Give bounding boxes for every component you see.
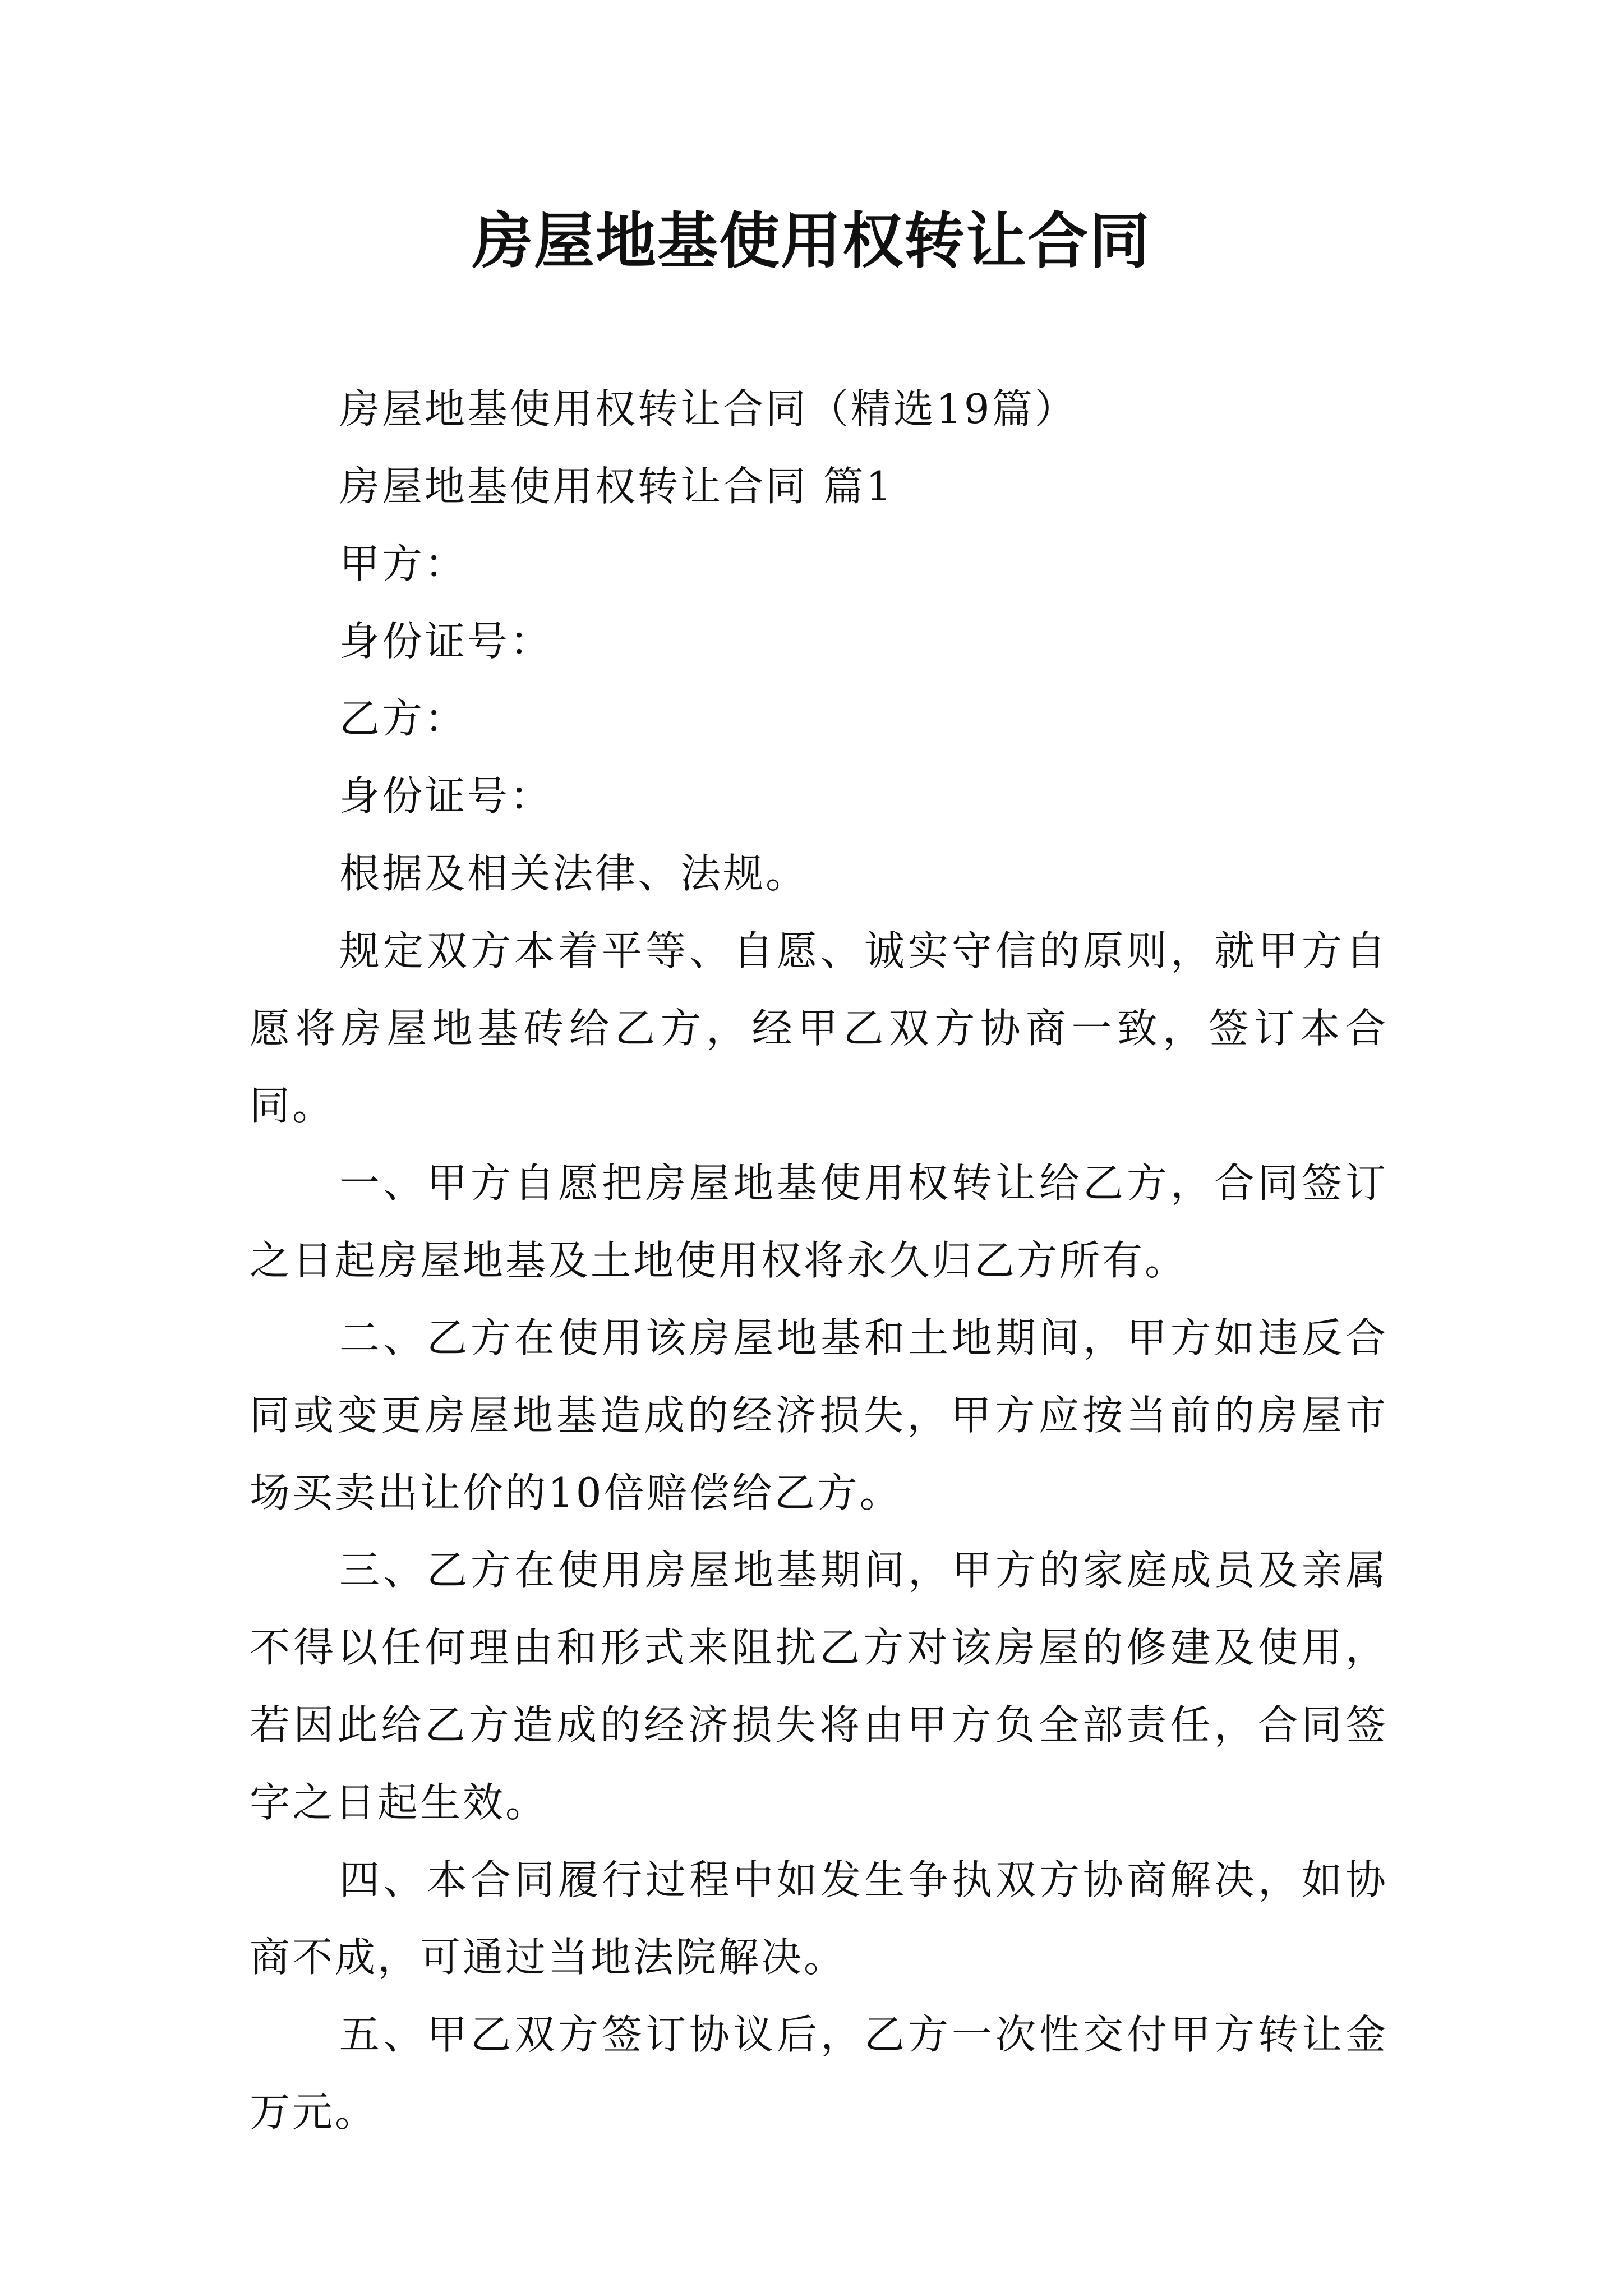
paragraph-party-a: 甲方： [339, 540, 468, 587]
document-body [250, 370, 1388, 2151]
paragraph-party-a-id: 身份证号： [339, 618, 553, 665]
paragraph-legal-basis: 根据及相关法律、法规。 [339, 850, 809, 897]
paragraph-clause-2: 二、乙方在使用该房屋地基和土地期间，甲方如违反合同或变更房屋地基造成的经济损失，甲方应按当前的房屋市场买卖出让价的10倍赔偿给乙方。 [250, 1314, 1388, 1516]
paragraph-clause-3: 三、乙方在使用房屋地基期间，甲方的家庭成员及亲属不得以任何理由和形式来阻扰乙方对该房屋的修建及使用，若因此给乙方造成的经济损失将由甲方负全部责任，合同签字之日起生效。 [250, 1547, 1388, 1826]
paragraph-clause-1: 一、甲方自愿把房屋地基使用权转让给乙方，合同签订之日起房屋地基及土地使用权将永久归乙方所有。 [250, 1159, 1388, 1284]
paragraph-party-b: 乙方： [339, 695, 468, 742]
paragraph-subtitle: 房屋地基使用权转让合同（精选19篇） [339, 385, 1077, 432]
paragraph-preamble: 规定双方本着平等、自愿、诚实守信的原则，就甲方自愿将房屋地基砖给乙方，经甲乙双方协商一致，签订本合同。 [250, 927, 1388, 1129]
paragraph-clause-5: 五、甲乙双方签订协议后，乙方一次性交付甲方转让金万元。 [250, 2011, 1388, 2136]
paragraph-section-heading: 房屋地基使用权转让合同 篇1 [339, 463, 894, 510]
paragraph-clause-4: 四、本合同履行过程中如发生争执双方协商解决，如协商不成，可通过当地法院解决。 [250, 1856, 1388, 1981]
document-title: 房屋地基使用权转让合同 [472, 206, 1151, 277]
paragraph-party-b-id: 身份证号： [339, 772, 553, 820]
